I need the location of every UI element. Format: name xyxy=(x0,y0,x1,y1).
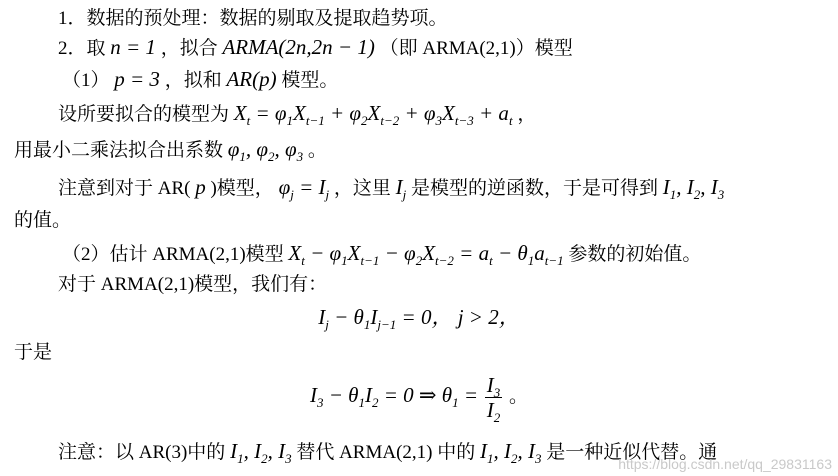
eq2-end: 。 xyxy=(509,386,529,407)
eq1-text: $I_j - \theta_1I_{j-1} = 0$， j > 2， xyxy=(318,305,520,332)
p1-pre: 设所要拟合的模型为 xyxy=(58,104,230,125)
eq2-numerator: $I_3$ xyxy=(486,373,501,401)
paragraph-3 xyxy=(58,174,724,202)
sub-2-equation: $X_t - \varphi_1X_{t-1} - \varphi_2X_{t-2} = a_t - \theta_1a_{t-1}$ xyxy=(288,241,564,268)
watermark: https://blog.csdn.net/qq_29831163 xyxy=(618,456,832,472)
p2-end: 。 xyxy=(307,140,327,161)
p3-a: 注意到对于 AR( xyxy=(58,178,191,199)
p7-c: 替代 ARMA(2,1) 中的 xyxy=(296,442,476,463)
paragraph-2 xyxy=(14,136,327,164)
item-2-math: n = 1 xyxy=(110,35,156,59)
p7-a: 注意：以 AR(3)中的 xyxy=(58,442,226,463)
p1-end: ， xyxy=(517,104,537,125)
item-2-pre: 2．取 xyxy=(58,38,106,59)
p1-equation: $X_t = \varphi_1X_{t-1} + \varphi_2X_{t-2} + \varphi_3X_{t-3} + a_t$ xyxy=(233,101,513,128)
paragraph-1 xyxy=(58,100,536,128)
p3-list: $I_1$, $I_2$, $I_3$ xyxy=(662,175,725,202)
eq2-fraction xyxy=(485,373,503,426)
sub-1-end: 模型。 xyxy=(281,70,339,91)
paragraph-5: 对于 ARMA(2,1)模型，我们有： xyxy=(58,274,328,295)
eq2-lhs: $I_3 - \theta_1I_2 = 0$ ⇒ $\theta_1$ = xyxy=(309,383,478,410)
p2-coefficients: $\varphi_1$, $\varphi_2$, $\varphi_3$ xyxy=(227,137,304,164)
equation-1 xyxy=(0,304,838,332)
p3-b: )模型， xyxy=(210,178,274,199)
item-2-mid: ，拟合 xyxy=(160,38,218,59)
sub-2-label: （2）估计 ARMA(2,1)模型 xyxy=(62,244,284,265)
p3-p: p xyxy=(195,175,206,199)
sub-1-model: AR(p) xyxy=(226,67,277,91)
p7-b: $I_1$, $I_2$, $I_3$ xyxy=(230,439,292,466)
p3-eq: $\varphi_j = I_j$ xyxy=(278,175,330,202)
sub-item-1 xyxy=(62,66,338,94)
p3-c: ，这里 xyxy=(333,178,391,199)
sub-1-text: ，拟和 xyxy=(164,70,222,91)
paragraph-4: 的值。 xyxy=(14,210,72,231)
p3-d: 是模型的逆函数，于是可得到 xyxy=(411,178,659,199)
item-2-model: ARMA(2n,2n − 1) xyxy=(222,35,375,59)
p3-ij: $I_j$ xyxy=(395,175,407,202)
p2-pre: 用最小二乘法拟合出系数 xyxy=(14,140,224,161)
p7-d: $I_1$, $I_2$, $I_3$ xyxy=(479,439,542,466)
item-1: 1．数据的预处理：数据的剔取及提取趋势项。 xyxy=(58,8,448,29)
equation-2 xyxy=(0,370,838,426)
sub-2-end: 参数的初始值。 xyxy=(568,244,702,265)
paragraph-6: 于是 xyxy=(14,342,53,363)
eq2-denominator: $I_2$ xyxy=(486,398,501,426)
sub-item-2 xyxy=(62,240,701,268)
item-2 xyxy=(58,34,573,62)
p7-e: 是一种近似代替。通 xyxy=(546,442,718,463)
item-2-post: （即 ARMA(2,1)）模型 xyxy=(379,38,573,59)
sub-1-label: （1） xyxy=(62,70,110,91)
sub-1-math: p = 3 xyxy=(114,67,160,91)
